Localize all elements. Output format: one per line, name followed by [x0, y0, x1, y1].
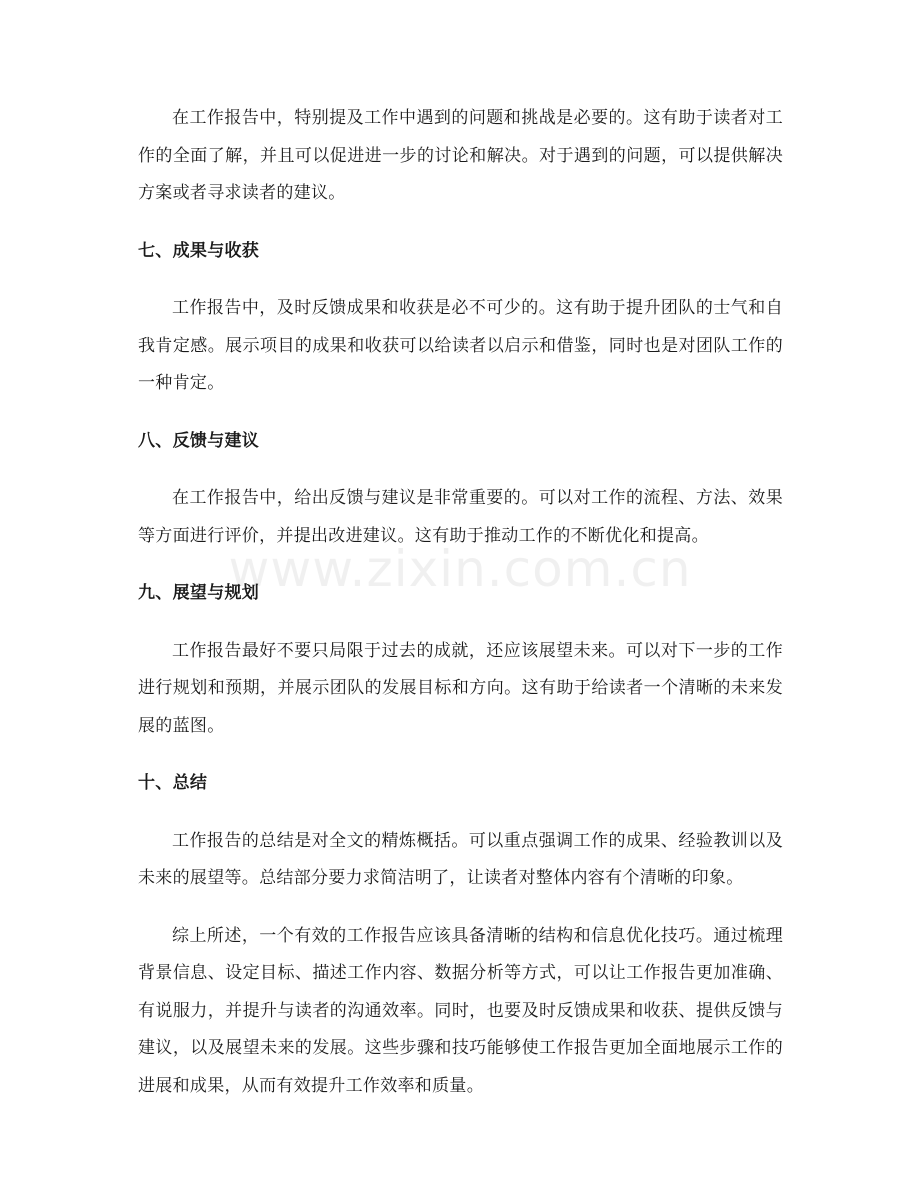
document-body — [138, 100, 783, 1105]
section-heading-7: 七、成果与收获 — [138, 240, 260, 261]
section-heading-8: 八、反馈与建议 — [138, 430, 260, 451]
section-heading-10: 十、总结 — [138, 773, 208, 793]
paragraph-summary: 工作报告的总结是对全文的精炼概括。可以重点强调工作的成果、经验教训以及未来的展望等。总结部分要力求简洁明了，让读者对整体内容有个清晰的印象。 — [138, 830, 783, 888]
paragraph-feedback-suggestions: 在工作报告中，给出反馈与建议是非常重要的。可以对工作的流程、方法、效果等方面进行评价，并提出改进建议。这有助于推动工作的不断优化和提高。 — [138, 488, 783, 546]
watermark: www.zixin.com.cn — [228, 540, 692, 598]
section-heading-9: 九、展望与规划 — [138, 583, 260, 603]
paragraph-results-gains: 工作报告中，及时反馈成果和收获是必不可少的。这有助于提升团队的士气和自我肯定感。展示项目的成果和收获可以给读者以启示和借鉴，同时也是对团队工作的一种肯定。 — [138, 298, 783, 393]
paragraph-outlook-planning: 工作报告最好不要只局限于过去的成就，还应该展望未来。可以对下一步的工作进行规划和预期，并展示团队的发展目标和方向。这有助于给读者一个清晰的未来发展的蓝图。 — [138, 640, 783, 736]
paragraph-conclusion: 综上所述，一个有效的工作报告应该具备清晰的结构和信息优化技巧。通过梳理背景信息、设定目标、描述工作内容、数据分析等方式，可以让工作报告更加准确、有说服力，并提升与读者的沟通效率。同时，也要及时反馈成果和收获、提供反馈与建议，以及展望未来的发展。这些步骤和技巧能够使工作报告更加全面地展示工作的进展和成果，从而有效提升工作效率和质量。 — [138, 925, 783, 1096]
paragraph-problems-challenges: 在工作报告中，特别提及工作中遇到的问题和挑战是必要的。这有助于读者对工作的全面了解，并且可以促进进一步的讨论和解决。对于遇到的问题，可以提供解决方案或者寻求读者的建议。 — [138, 108, 783, 203]
